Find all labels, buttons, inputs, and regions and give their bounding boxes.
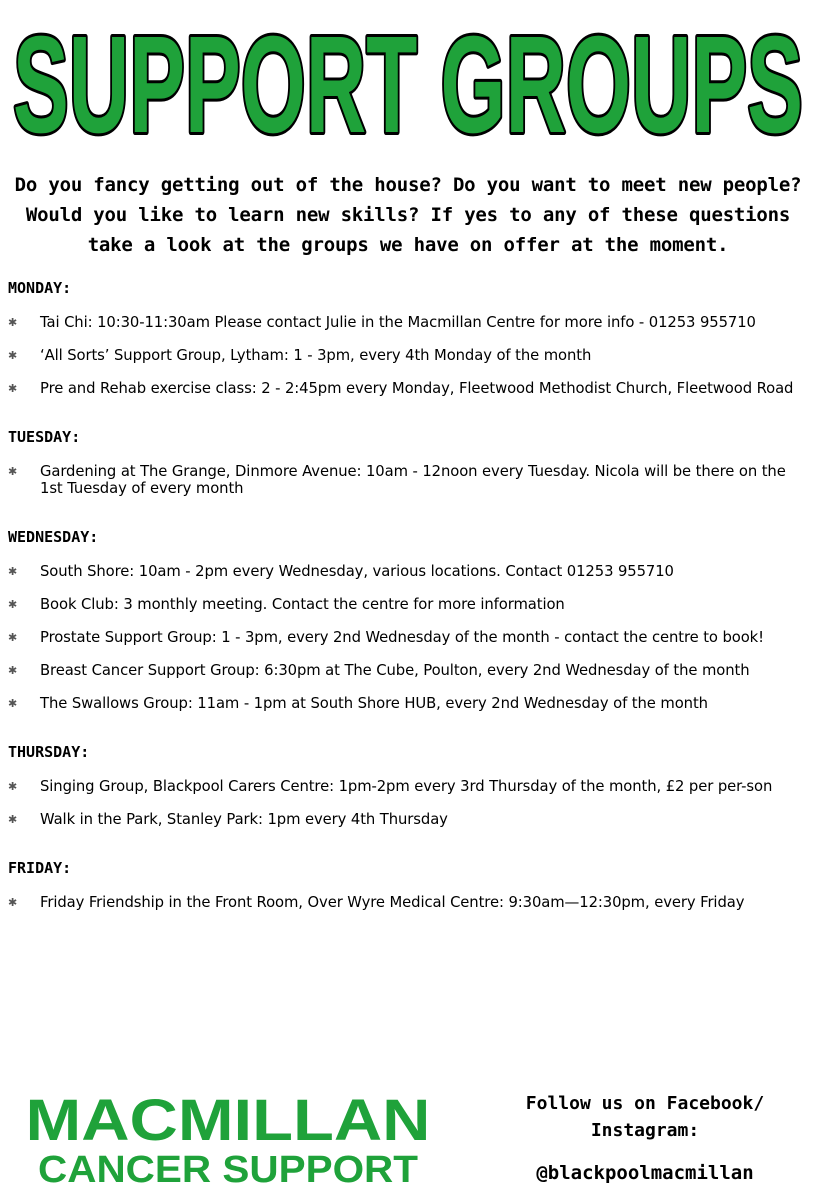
group-item-text: Breast Cancer Support Group: 6:30pm at The Cube, Poulton, every 2nd Wednesday of the month [40, 662, 750, 679]
asterisk-bullet-icon: ✱ [8, 382, 18, 395]
group-item [8, 629, 808, 646]
day-section [8, 858, 808, 911]
asterisk-bullet-icon: ✱ [8, 631, 18, 644]
group-item-text: Gardening at The Grange, Dinmore Avenue: 10am - 12noon every Tuesday. Nicola will be there on the 1st Tuesday of every month [40, 463, 786, 497]
group-item-text: Walk in the Park, Stanley Park: 1pm every 4th Thursday [40, 811, 448, 828]
group-item-text: The Swallows Group: 11am - 1pm at South Shore HUB, every 2nd Wednesday of the month [40, 695, 708, 712]
day-heading: MONDAY: [8, 279, 72, 297]
day-heading: FRIDAY: [8, 859, 72, 877]
group-item [8, 811, 808, 828]
asterisk-bullet-icon: ✱ [8, 316, 18, 329]
day-section [8, 527, 808, 712]
macmillan-logo [18, 1088, 438, 1188]
group-item [8, 662, 808, 679]
asterisk-bullet-icon: ✱ [8, 813, 18, 826]
group-item-text: Pre and Rehab exercise class: 2 - 2:45pm every Monday, Fleetwood Methodist Church, Fleetwood Road [40, 380, 794, 397]
logo-line-1: MACMILLAN [25, 1088, 431, 1153]
group-item [8, 894, 808, 911]
group-item-text: Book Club: 3 monthly meeting. Contact the centre for more information [40, 596, 565, 613]
asterisk-bullet-icon: ✱ [8, 465, 18, 478]
group-item [8, 314, 808, 331]
day-section [8, 427, 808, 497]
day-section [8, 278, 808, 397]
group-item [8, 695, 808, 712]
day-section [8, 742, 808, 828]
asterisk-bullet-icon: ✱ [8, 598, 18, 611]
day-heading: TUESDAY: [8, 428, 81, 446]
asterisk-bullet-icon: ✱ [8, 349, 18, 362]
social-follow [500, 1090, 790, 1187]
group-item-text: Singing Group, Blackpool Carers Centre: 1pm-2pm every 3rd Thursday of the month, £2 per per-son [40, 778, 773, 795]
group-item [8, 778, 808, 795]
group-item [8, 596, 808, 613]
asterisk-bullet-icon: ✱ [8, 664, 18, 677]
intro-text: Do you fancy getting out of the house? Do you want to meet new people? Would you like to learn new skills? If yes to any of these questions take a look at the groups we have on offer at the moment. [14, 174, 802, 256]
group-item-text: South Shore: 10am - 2pm every Wednesday, various locations. Contact 01253 955710 [40, 563, 674, 580]
group-item-text: ‘All Sorts’ Support Group, Lytham: 1 - 3pm, every 4th Monday of the month [40, 347, 592, 364]
group-item [8, 463, 808, 497]
day-heading: WEDNESDAY: [8, 528, 99, 546]
page-title-text: SUPPORT GROUPS [13, 8, 803, 160]
follow-line-2: Instagram: [590, 1120, 700, 1141]
asterisk-bullet-icon: ✱ [8, 896, 18, 909]
group-item [8, 563, 808, 580]
follow-line-1: Follow us on Facebook/ [525, 1093, 765, 1114]
page-title [0, 0, 816, 160]
group-list [8, 894, 808, 911]
schedule [8, 278, 808, 941]
group-list [8, 314, 808, 397]
group-item-text: Prostate Support Group: 1 - 3pm, every 2nd Wednesday of the month - contact the centre to book! [40, 629, 764, 646]
group-list [8, 778, 808, 828]
group-list [8, 463, 808, 497]
logo-line-2: CANCER SUPPORT [38, 1149, 419, 1188]
group-item [8, 347, 808, 364]
asterisk-bullet-icon: ✱ [8, 780, 18, 793]
group-item-text: Friday Friendship in the Front Room, Over Wyre Medical Centre: 9:30am—12:30pm, every Friday [40, 894, 745, 911]
social-handle[interactable]: @blackpoolmacmillan [536, 1162, 754, 1184]
group-item [8, 380, 808, 397]
day-heading: THURSDAY: [8, 743, 90, 761]
asterisk-bullet-icon: ✱ [8, 697, 18, 710]
group-list [8, 563, 808, 712]
group-item-text: Tai Chi: 10:30-11:30am Please contact Julie in the Macmillan Centre for more info - 01253 955710 [40, 314, 756, 331]
asterisk-bullet-icon: ✱ [8, 565, 18, 578]
